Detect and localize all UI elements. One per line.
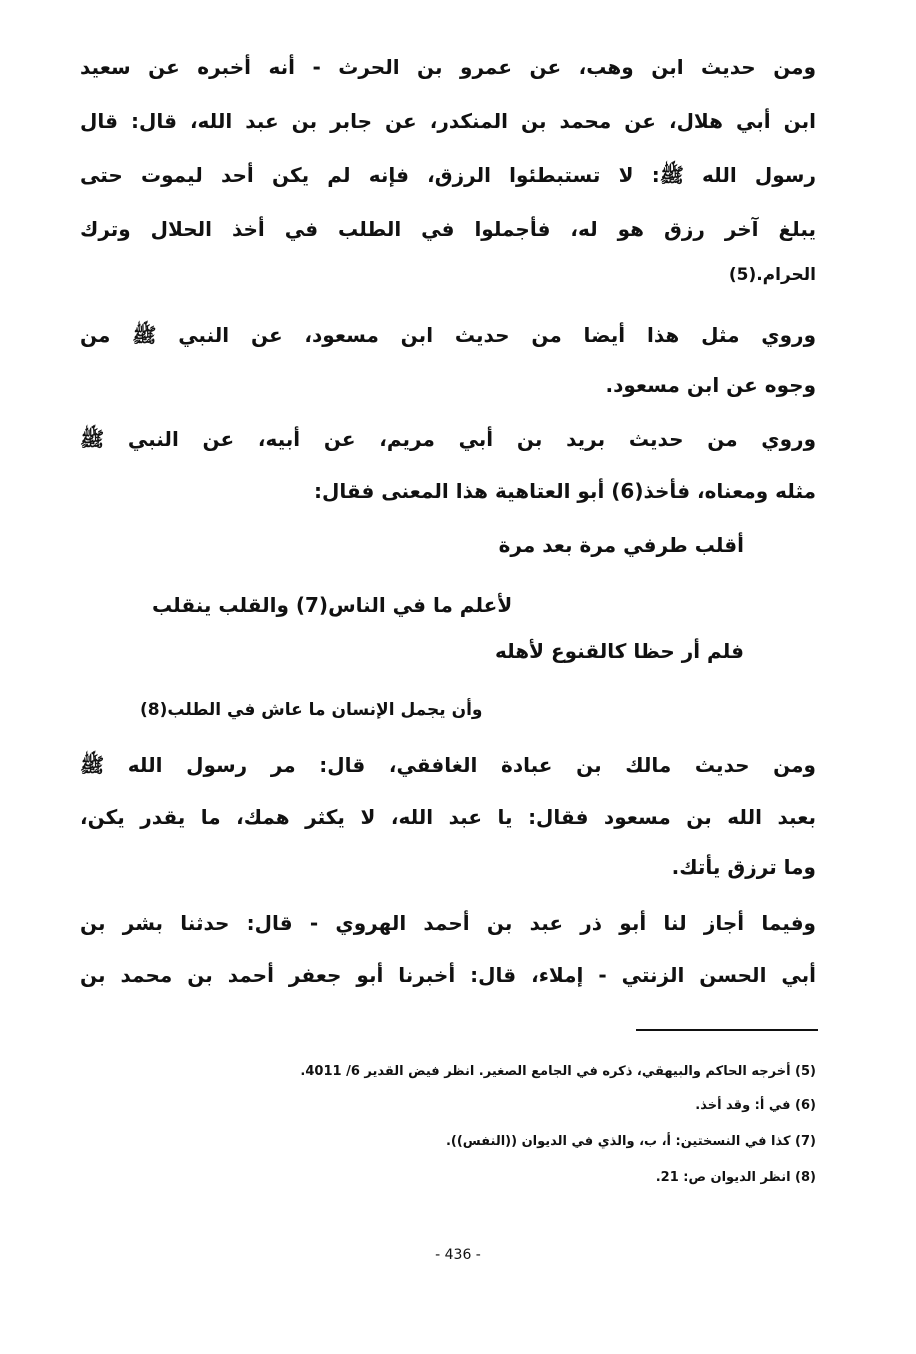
footnote: (5) أخرجه الحاكم والبيهقي، ذكره في الجامع الصغير. انظر فيض القدير 6/ 4011. xyxy=(300,1064,816,1079)
footnote: (7) كذا في النسختين: أ، ب، والذي في الديوان ((النفس)). xyxy=(445,1134,816,1149)
page-number: - 436 - xyxy=(435,1247,481,1263)
text-line: ومن حديث ابن وهب، عن عمرو بن الحرث - أنه أخبره عن سعيد xyxy=(80,55,816,79)
poem-verse: أقلب طرفي مرة بعد مرة xyxy=(498,533,744,557)
footnote-divider xyxy=(636,1029,818,1031)
poem-verse: وأن يجمل الإنسان ما عاش في الطلب(8) xyxy=(140,700,483,720)
text-line: وما ترزق يأتك. xyxy=(671,855,816,879)
text-line: بعبد الله بن مسعود فقال: يا عبد الله، لا يكثر همك، ما يقدر يكن، xyxy=(80,805,816,829)
text-line: ومن حديث مالك بن عبادة الغافقي، قال: مر رسول الله ﷺ xyxy=(80,753,816,777)
poem-verse: لأعلم ما في الناس(7) والقلب ينقلب xyxy=(152,593,513,617)
text-line: وفيما أجاز لنا أبو ذر عبد بن أحمد الهروي - قال: حدثنا بشر بن xyxy=(80,911,816,935)
text-line: وروي مثل هذا أيضا من حديث ابن مسعود، عن النبي ﷺ من xyxy=(80,323,816,347)
footnote: (8) انظر الديوان ص: 21. xyxy=(655,1170,816,1185)
text-line: رسول الله ﷺ: لا تستبطئوا الرزق، فإنه لم يكن أحد ليموت حتى xyxy=(80,163,816,187)
text-line: الحرام.(5) xyxy=(728,265,816,285)
poem-verse: فلم أر حظا كالقنوع لأهله xyxy=(494,639,744,663)
text-line: ابن أبي هلال، عن محمد بن المنكدر، عن جابر بن عبد الله، قال: قال xyxy=(80,109,816,133)
footnote: (6) في أ: وقد أخذ. xyxy=(695,1098,816,1113)
text-line: وروي من حديث بريد بن أبي مريم، عن أبيه، عن النبي ﷺ xyxy=(80,427,816,451)
text-line: يبلغ آخر رزق هو له، فأجملوا في الطلب في أخذ الحلال وترك xyxy=(80,217,816,241)
text-line: أبي الحسن الزنتي - إملاء، قال: أخبرنا أبو جعفر أحمد بن محمد بن xyxy=(80,963,816,987)
text-line: مثله ومعناه، فأخذ(6) أبو العتاهية هذا المعنى فقال: xyxy=(313,479,816,503)
text-line: وجوه عن ابن مسعود. xyxy=(605,373,816,397)
